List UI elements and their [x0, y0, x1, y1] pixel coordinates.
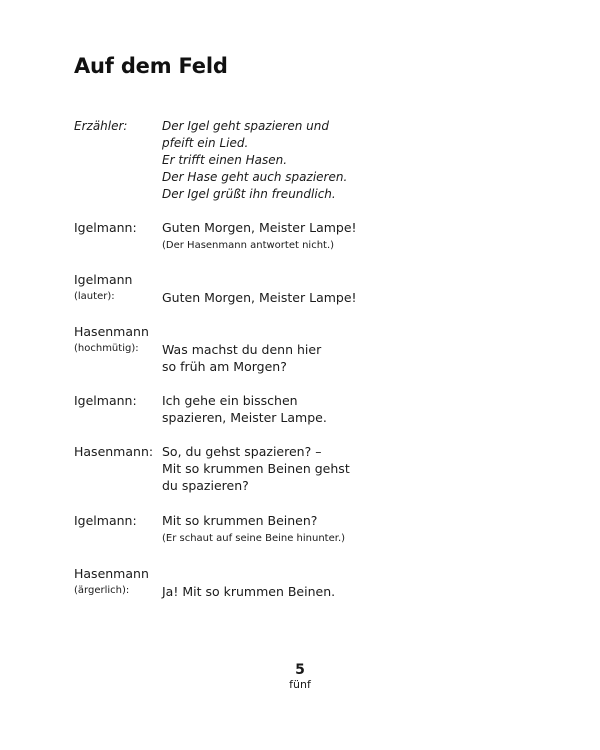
speech-text	[162, 512, 502, 547]
speech-line: So, du gehst spazieren? –	[162, 444, 322, 459]
speech-line: pfeift ein Lied.	[162, 136, 249, 150]
speech-line: Der Hase geht auch spazieren.	[162, 170, 348, 184]
speaker-label	[74, 565, 162, 599]
speaker-note: (hochmütig):	[74, 343, 139, 354]
speech-line: Mit so krummen Beinen?	[162, 513, 318, 528]
speaker-label: Igelmann:	[74, 393, 137, 408]
speech-line: Ich gehe ein bisschen	[162, 393, 298, 408]
speech-line: Mit so krummen Beinen gehst	[162, 461, 350, 476]
speaker-label: Hasenmann:	[74, 444, 154, 459]
speaker-label: Igelmann:	[74, 513, 137, 528]
page-number-word: fünf	[289, 678, 311, 691]
speaker-name: Hasenmann	[74, 324, 149, 339]
stage-direction: (Der Hasenmann antwortet nicht.)	[162, 240, 335, 251]
speech-line: Guten Morgen, Meister Lampe!	[162, 290, 357, 305]
stage-direction: (Er schaut auf seine Beine hinunter.)	[162, 533, 346, 544]
speech-line: Der Igel geht spazieren und	[162, 119, 329, 133]
speech-line: Ja! Mit so krummen Beinen.	[162, 584, 336, 599]
speech-line: spazieren, Meister Lampe.	[162, 410, 327, 425]
speaker-label: Igelmann:	[74, 220, 137, 235]
speech-line: Was machst du denn hier	[162, 342, 322, 357]
speech-line: Guten Morgen, Meister Lampe!	[162, 220, 357, 235]
speaker-label	[74, 323, 162, 357]
speaker-note: (ärgerlich):	[74, 585, 130, 596]
speech-text	[162, 219, 502, 254]
speaker-name: Igelmann	[74, 272, 133, 287]
speech-line: Der Igel grüßt ihn freundlich.	[162, 187, 336, 201]
speech-text	[162, 443, 502, 494]
speaker-label	[74, 271, 162, 305]
speech-text	[162, 118, 502, 203]
page-number: 5	[295, 662, 305, 678]
speaker-label: Erzähler:	[74, 119, 128, 133]
speech-line: du spazieren?	[162, 478, 249, 493]
speech-text	[162, 341, 502, 375]
speech-text	[162, 583, 502, 600]
speech-text	[162, 392, 502, 426]
page-footer	[0, 662, 600, 692]
speech-line: Er trifft einen Hasen.	[162, 153, 288, 167]
page-title: Auf dem Feld	[74, 54, 228, 78]
speech-text	[162, 289, 502, 306]
speaker-note: (lauter):	[74, 291, 115, 302]
speaker-name: Hasenmann	[74, 566, 149, 581]
speech-line: so früh am Morgen?	[162, 359, 287, 374]
